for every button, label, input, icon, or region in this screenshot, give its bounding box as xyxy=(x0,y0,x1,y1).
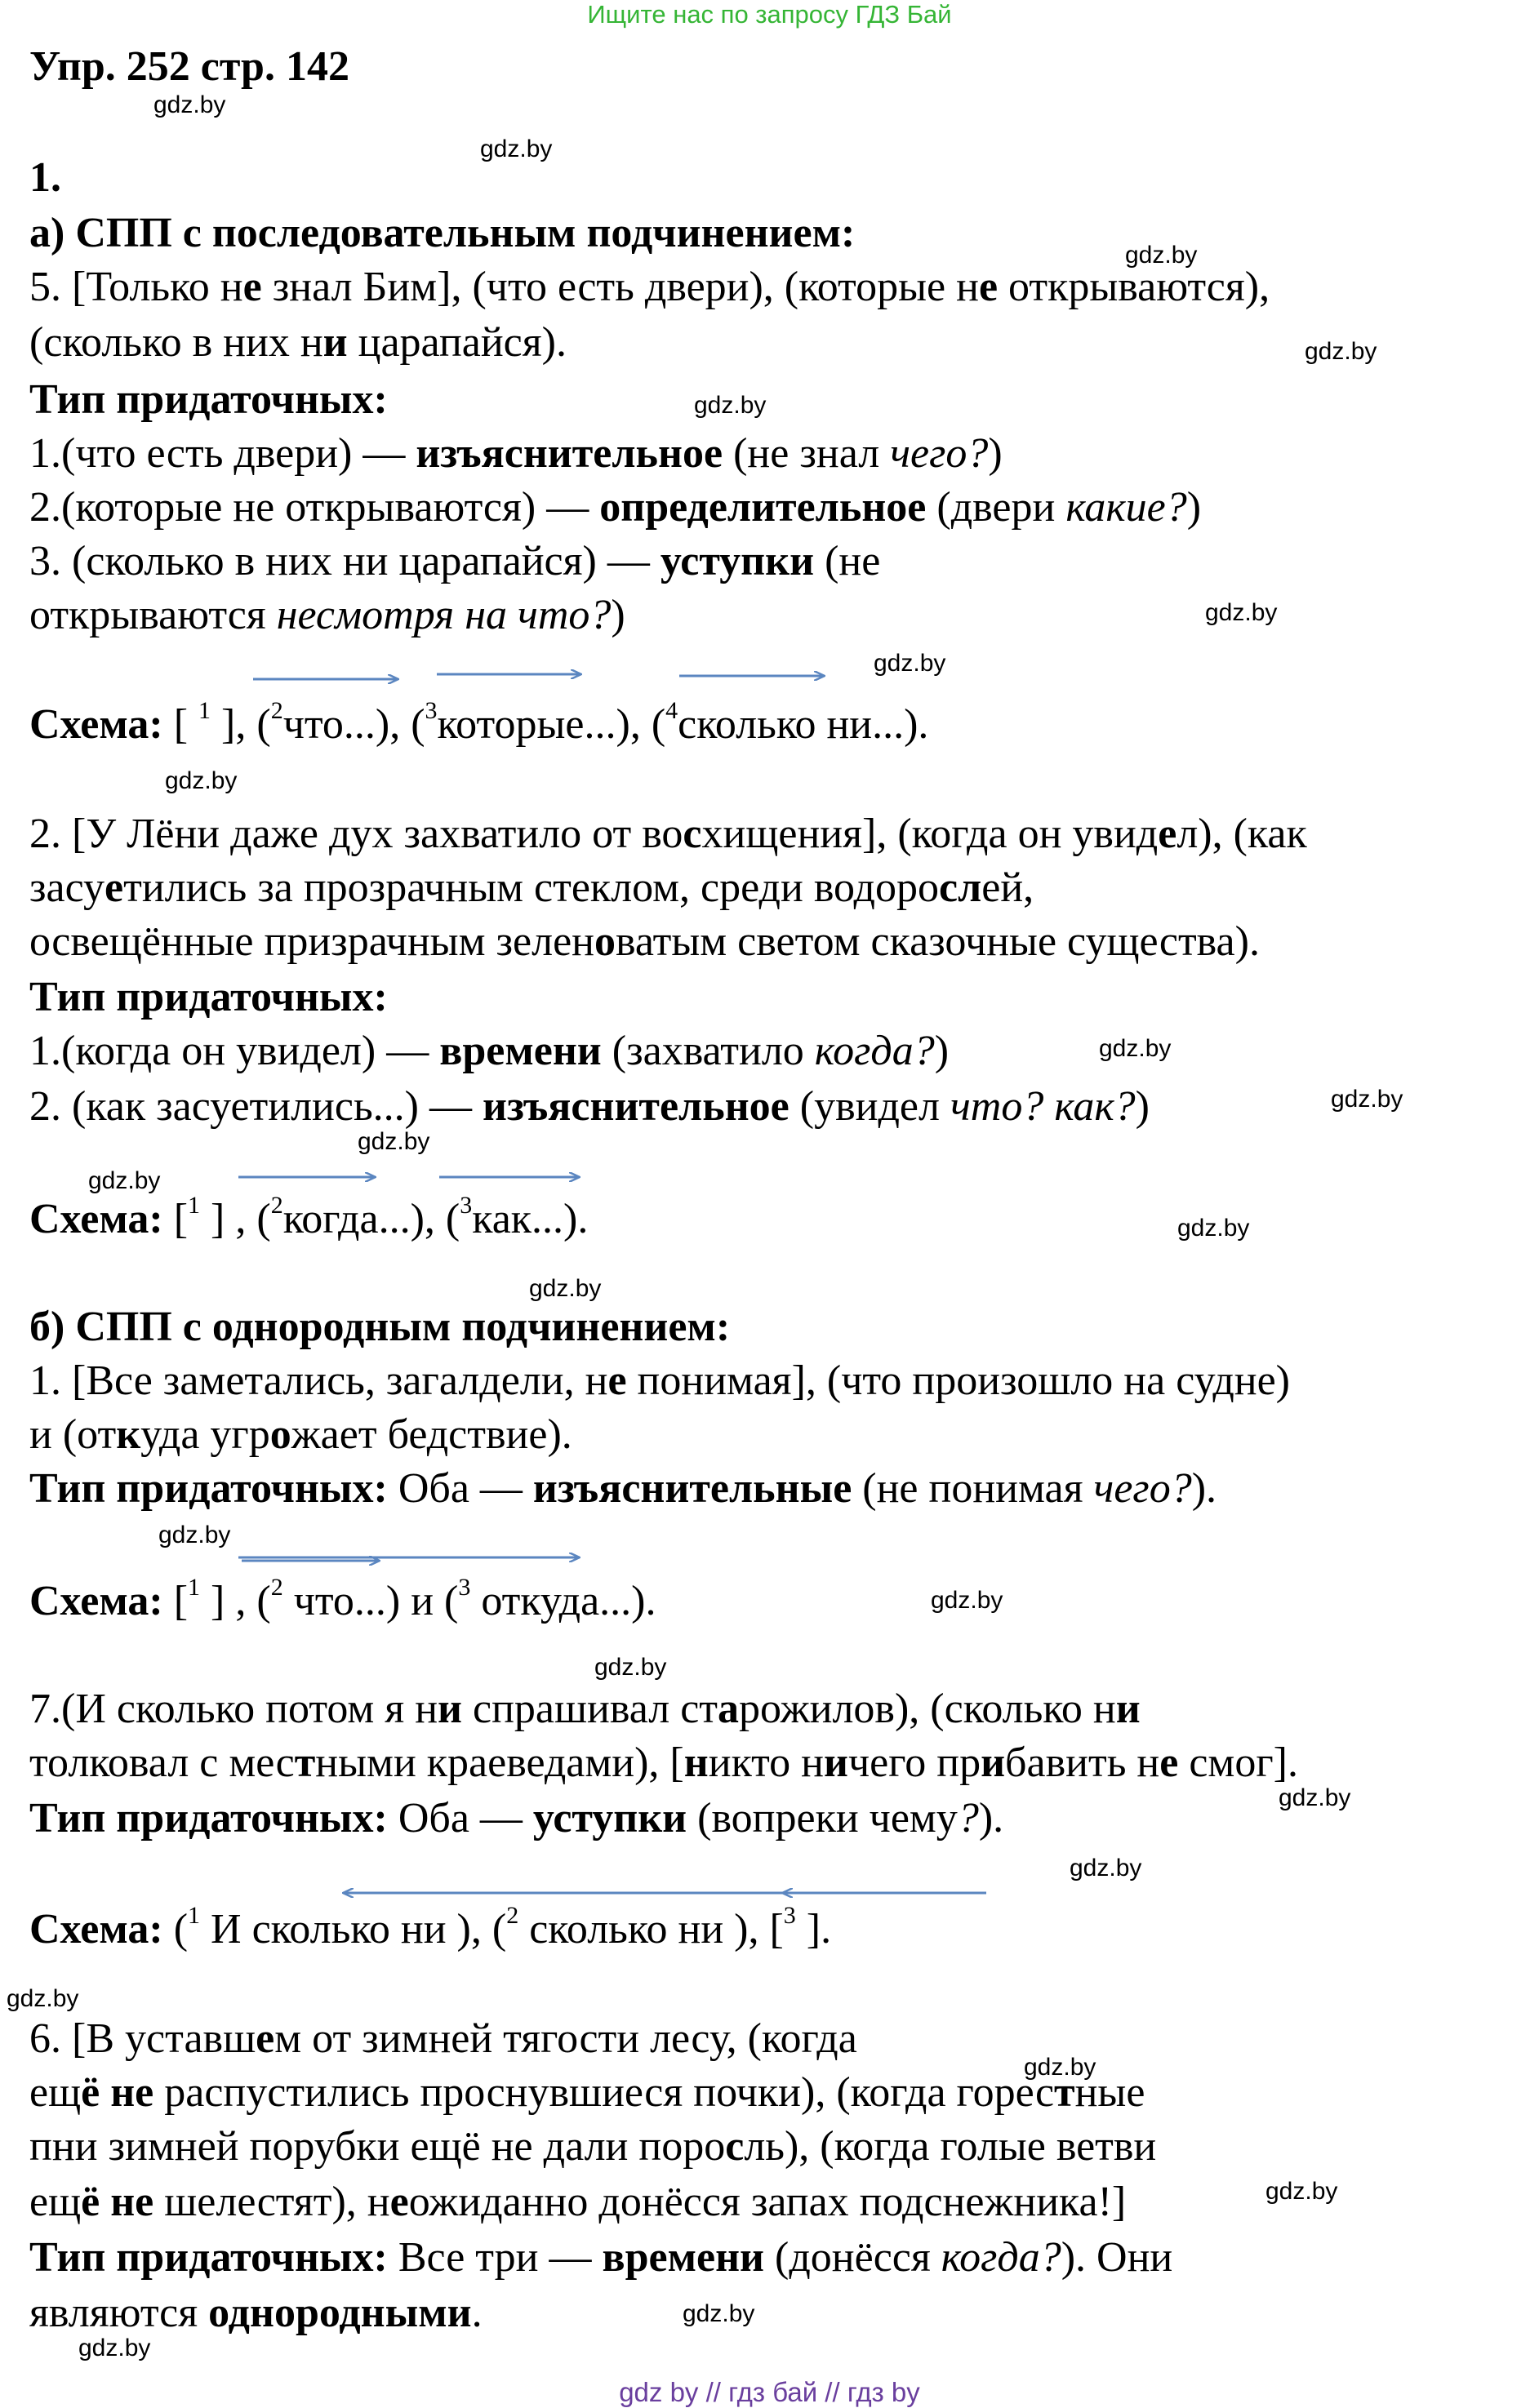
type-item: 2.(которые не открываются) — определительное (двери какие?) xyxy=(29,484,1202,531)
sentence-6-line-1: 6. [В уставшем от зимней тягости лесу, (когда xyxy=(29,2015,857,2062)
watermark: gdz.by xyxy=(1265,2178,1338,2205)
bottom-banner: gdz by // гдз бай // гдз by xyxy=(619,2377,920,2407)
watermark: gdz.by xyxy=(1177,1215,1250,1242)
sentence-b1-line-1: 1. [Все заметались, загалдели, не понимая], (что произошло на судне) xyxy=(29,1357,1290,1404)
watermark: gdz.by xyxy=(1205,599,1278,626)
sentence-b1-line-2: и (откуда угрожает бедствие). xyxy=(29,1411,572,1458)
watermark: gdz.by xyxy=(1024,2054,1096,2081)
watermark: gdz.by xyxy=(480,136,553,162)
watermark: gdz.by xyxy=(158,1522,231,1548)
sentence-7-line-1: 7.(И сколько потом я ни спрашивал старожилов), (сколько ни xyxy=(29,1686,1141,1732)
type-item: 3. (сколько в них ни царапайся) — уступки (не xyxy=(29,538,881,584)
part-number: 1. xyxy=(29,154,61,201)
watermark: gdz.by xyxy=(694,392,767,419)
sentence-5-line-1: 5. [Только не знал Бим], (что есть двери), (которые не открываются), xyxy=(29,264,1270,310)
sentence-2-line-1: 2. [У Лёни даже дух захватило от восхищения], (когда он увидел), (как xyxy=(29,811,1307,857)
sentence-5-line-2: (сколько в них ни царапайся). xyxy=(29,319,567,366)
type-item: 2. (как засуетились...) — изъяснительное (увидел что? как?) xyxy=(29,1083,1150,1130)
sentence-6-line-4: ещё не шелестят), неожиданно донёсся запах подснежника!] xyxy=(29,2179,1127,2225)
scheme-5: Схема: [ $^1$ ], ($^2$что...), ($^3$которые...), ($^4$сколько ни...). xyxy=(29,697,929,748)
watermark: gdz.by xyxy=(1279,1784,1351,1811)
watermark: gdz.by xyxy=(165,767,238,794)
watermark: gdz.by xyxy=(931,1587,1003,1614)
type-item: открываются несмотря на что?) xyxy=(29,592,625,638)
sentence-6-line-2: ещё не распустились проснувшиеся почки), (когда горестные xyxy=(29,2069,1145,2116)
watermark: gdz.by xyxy=(529,1275,602,1302)
watermark: gdz.by xyxy=(1331,1086,1403,1113)
watermark: gdz.by xyxy=(78,2335,151,2361)
watermark: gdz.by xyxy=(1099,1035,1172,1062)
section-b-heading: б) СПП с однородным подчинением: xyxy=(29,1304,731,1350)
watermark: gdz.by xyxy=(1070,1855,1142,1882)
watermark: gdz.by xyxy=(358,1128,430,1155)
watermark: gdz.by xyxy=(683,2300,755,2327)
watermark: gdz.by xyxy=(1305,338,1377,365)
sentence-7-line-2: толковал с местными краеведами), [никто ничего прибавить не смог]. xyxy=(29,1739,1298,1786)
sentence-6-line-3: пни зимней порубки ещё не дали поросль), (когда голые ветви xyxy=(29,2123,1157,2170)
watermark: gdz.by xyxy=(88,1167,161,1194)
scheme-2: Схема: [$^1$ ] , ($^2$когда...), ($^3$как...). xyxy=(29,1192,589,1242)
watermark: gdz.by xyxy=(874,650,946,677)
type-item: 1.(когда он увидел) — времени (захватило когда?) xyxy=(29,1028,950,1074)
type-heading: Тип придаточных: xyxy=(29,974,388,1020)
watermark: gdz.by xyxy=(153,91,226,118)
type-item: Тип придаточных: Оба — уступки (вопреки чему?). xyxy=(29,1795,1004,1842)
type-item: Тип придаточных: Оба — изъяснительные (не понимая чего?). xyxy=(29,1465,1217,1512)
watermark: gdz.by xyxy=(594,1654,667,1681)
type-item: Тип придаточных: Все три — времени (донёсся когда?). Они xyxy=(29,2234,1173,2281)
scheme-7: Схема: ($^1$ И сколько ни ), ($^2$ сколько ни ), [$^3$ ]. xyxy=(29,1902,832,1953)
type-heading: Тип придаточных: xyxy=(29,376,388,423)
top-banner: Ищите нас по запросу ГДЗ Бай xyxy=(587,0,952,29)
scheme-b1: Схема: [$^1$ ] , ($^2$ что...) и ($^3$ откуда...). xyxy=(29,1574,656,1624)
section-a-heading: а) СПП с последовательным подчинением: xyxy=(29,210,856,256)
type-item: 1.(что есть двери) — изъяснительное (не знал чего?) xyxy=(29,430,1003,477)
type-item: являются однородными. xyxy=(29,2290,483,2336)
watermark: gdz.by xyxy=(7,1985,79,2012)
sentence-2-line-3: освещённые призрачным зеленоватым светом сказочные существа). xyxy=(29,918,1260,965)
sentence-2-line-2: засуетились за прозрачным стеклом, среди водорослей, xyxy=(29,864,1034,911)
exercise-title: Упр. 252 стр. 142 xyxy=(29,43,349,90)
watermark: gdz.by xyxy=(1125,242,1198,269)
